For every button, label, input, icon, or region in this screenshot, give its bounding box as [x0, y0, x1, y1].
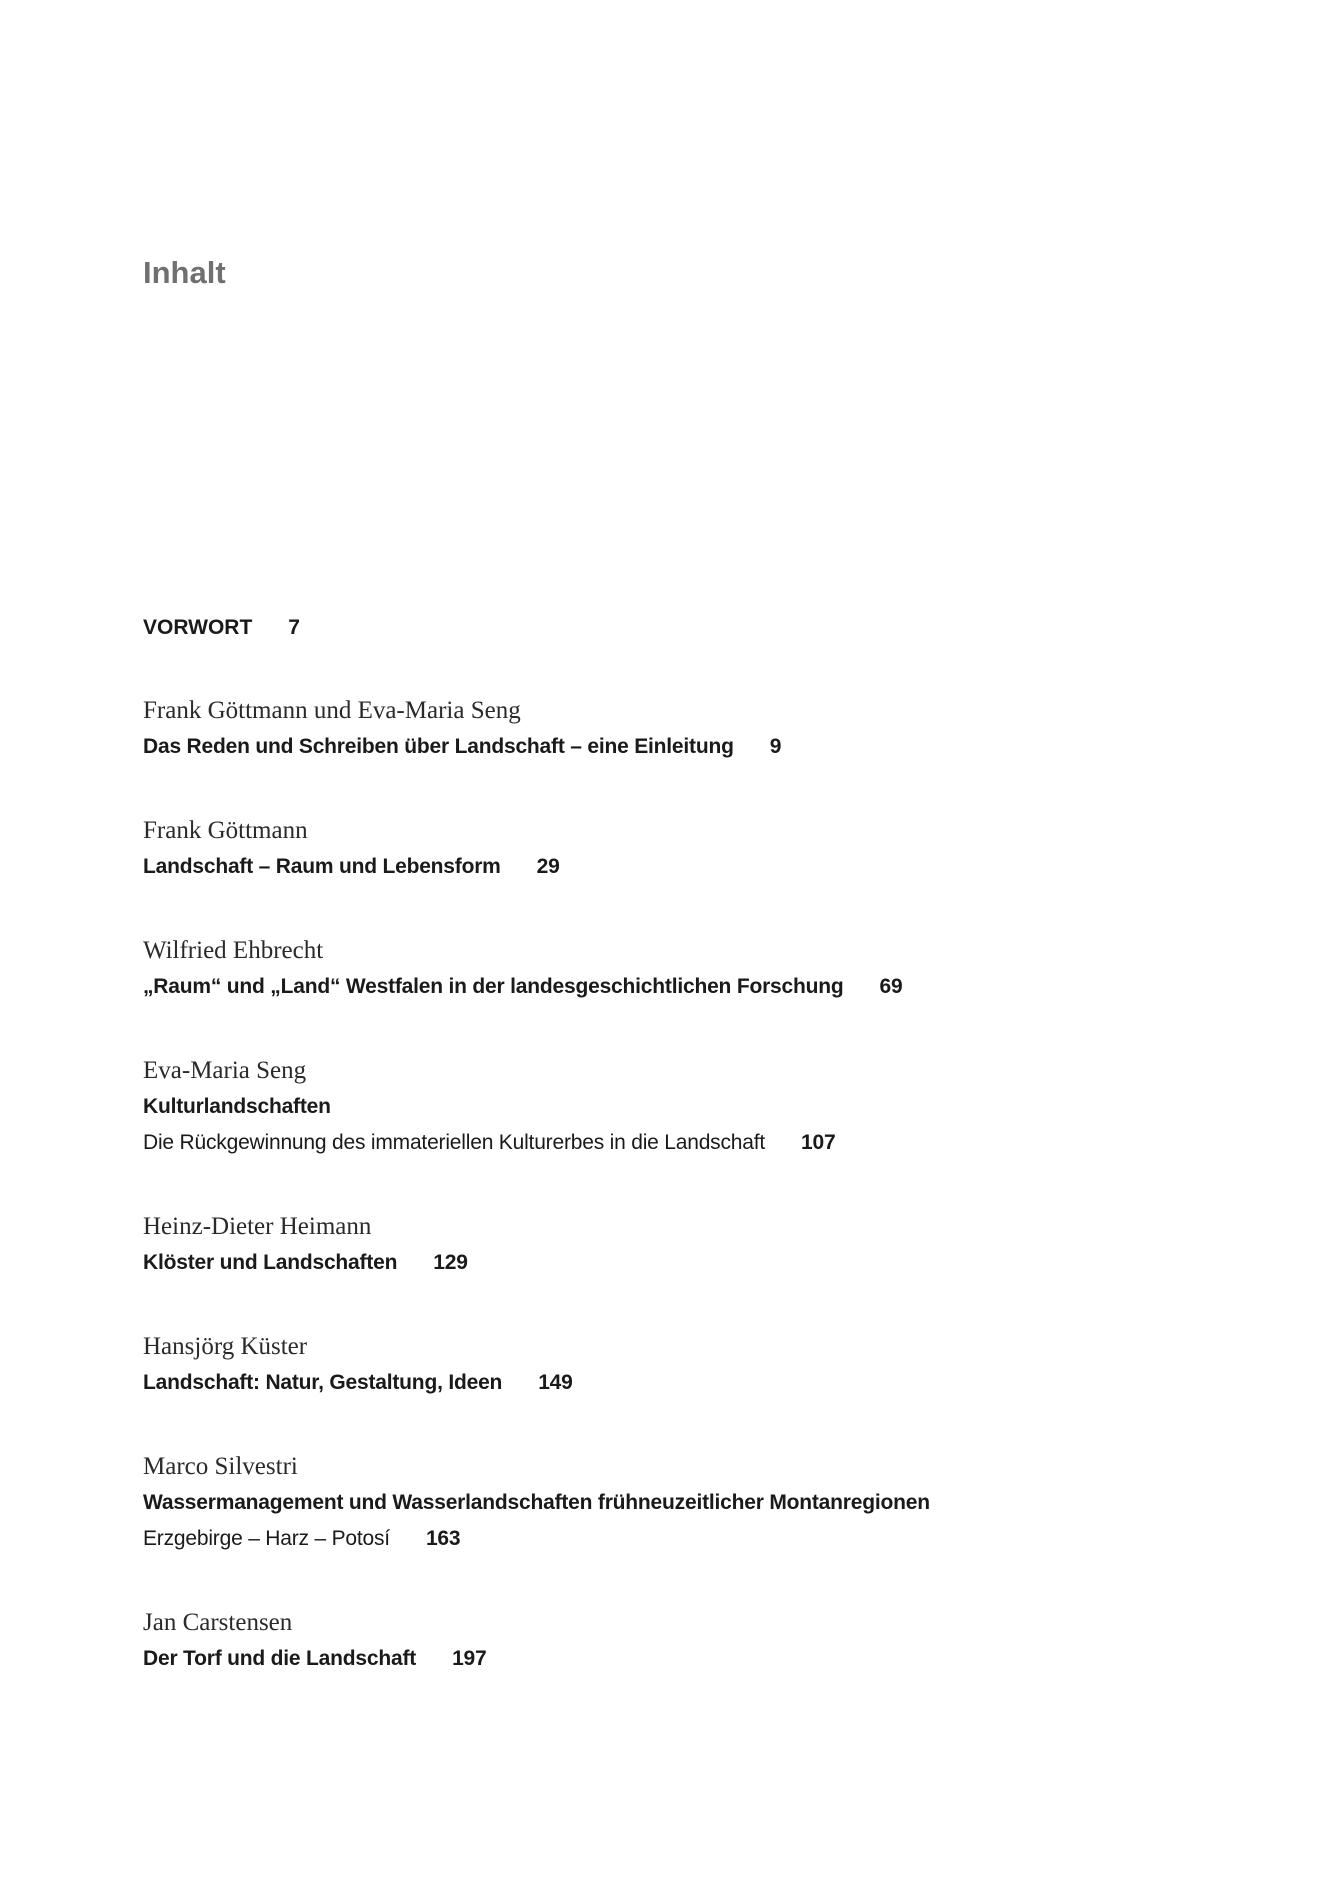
entry-title: Landschaft – Raum und Lebensform [143, 855, 501, 878]
toc-preface[interactable] [143, 613, 300, 643]
page-number: 107 [801, 1131, 836, 1154]
entry-title-line [143, 849, 1243, 885]
entry-author: Heinz-Dieter Heimann [143, 1213, 372, 1240]
page-number: 9 [769, 735, 782, 758]
entry-author: Wilfried Ehbrecht [143, 937, 324, 964]
page-number: 163 [425, 1527, 461, 1550]
entry-title-line [143, 1365, 1243, 1401]
entry-title-line [143, 1245, 1243, 1281]
toc-list [143, 693, 1243, 1725]
toc-entry[interactable] [143, 693, 1243, 765]
entry-title: Kulturlandschaften [143, 1095, 331, 1118]
toc-entry[interactable] [143, 813, 1243, 885]
toc-entry[interactable] [143, 1329, 1243, 1401]
preface-label: VORWORT [143, 616, 253, 639]
entry-title: Klöster und Landschaften [143, 1251, 398, 1274]
entry-subtitle: Erzgebirge – Harz – Potosí [143, 1527, 390, 1550]
page-title: Inhalt [143, 255, 226, 290]
entry-title: Wassermanagement und Wasserlandschaften frühneuzeitlicher Montanregionen [143, 1491, 930, 1514]
toc-entry[interactable] [143, 933, 1243, 1005]
page-number: 197 [452, 1647, 487, 1670]
entry-author: Frank Göttmann und Eva-Maria Seng [143, 697, 521, 724]
page-number: 129 [433, 1251, 468, 1274]
toc-entry[interactable] [143, 1605, 1243, 1677]
page-number: 7 [288, 616, 300, 639]
entry-subtitle-line [143, 1125, 1243, 1161]
entry-title: Das Reden und Schreiben über Landschaft – eine Einleitung [143, 735, 734, 758]
entry-title-line [143, 1641, 1243, 1677]
entry-title-line [143, 969, 1243, 1005]
toc-entry[interactable] [143, 1449, 1243, 1557]
toc-entry[interactable] [143, 1209, 1243, 1281]
entry-author: Frank Göttmann [143, 817, 308, 844]
entry-author: Eva-Maria Seng [143, 1057, 307, 1084]
entry-subtitle: Die Rückgewinnung des immateriellen Kulturerbes in die Landschaft [143, 1131, 766, 1154]
entry-title: Der Torf und die Landschaft [143, 1647, 417, 1670]
entry-subtitle-line [143, 1521, 1243, 1557]
entry-title-line [143, 1485, 1243, 1521]
entry-author: Marco Silvestri [143, 1453, 298, 1480]
entry-author: Hansjörg Küster [143, 1333, 308, 1360]
entry-title-line [143, 1089, 1243, 1125]
toc-entry[interactable] [143, 1053, 1243, 1161]
entry-title: „Raum“ und „Land“ Westfalen in der landesgeschichtlichen Forschung [143, 975, 844, 998]
page-number: 149 [538, 1371, 573, 1394]
page-number: 69 [879, 975, 903, 998]
entry-author: Jan Carstensen [143, 1609, 293, 1636]
page-number: 29 [536, 855, 560, 878]
entry-title-line [143, 729, 1243, 765]
entry-title: Landschaft: Natur, Gestaltung, Ideen [143, 1371, 503, 1394]
